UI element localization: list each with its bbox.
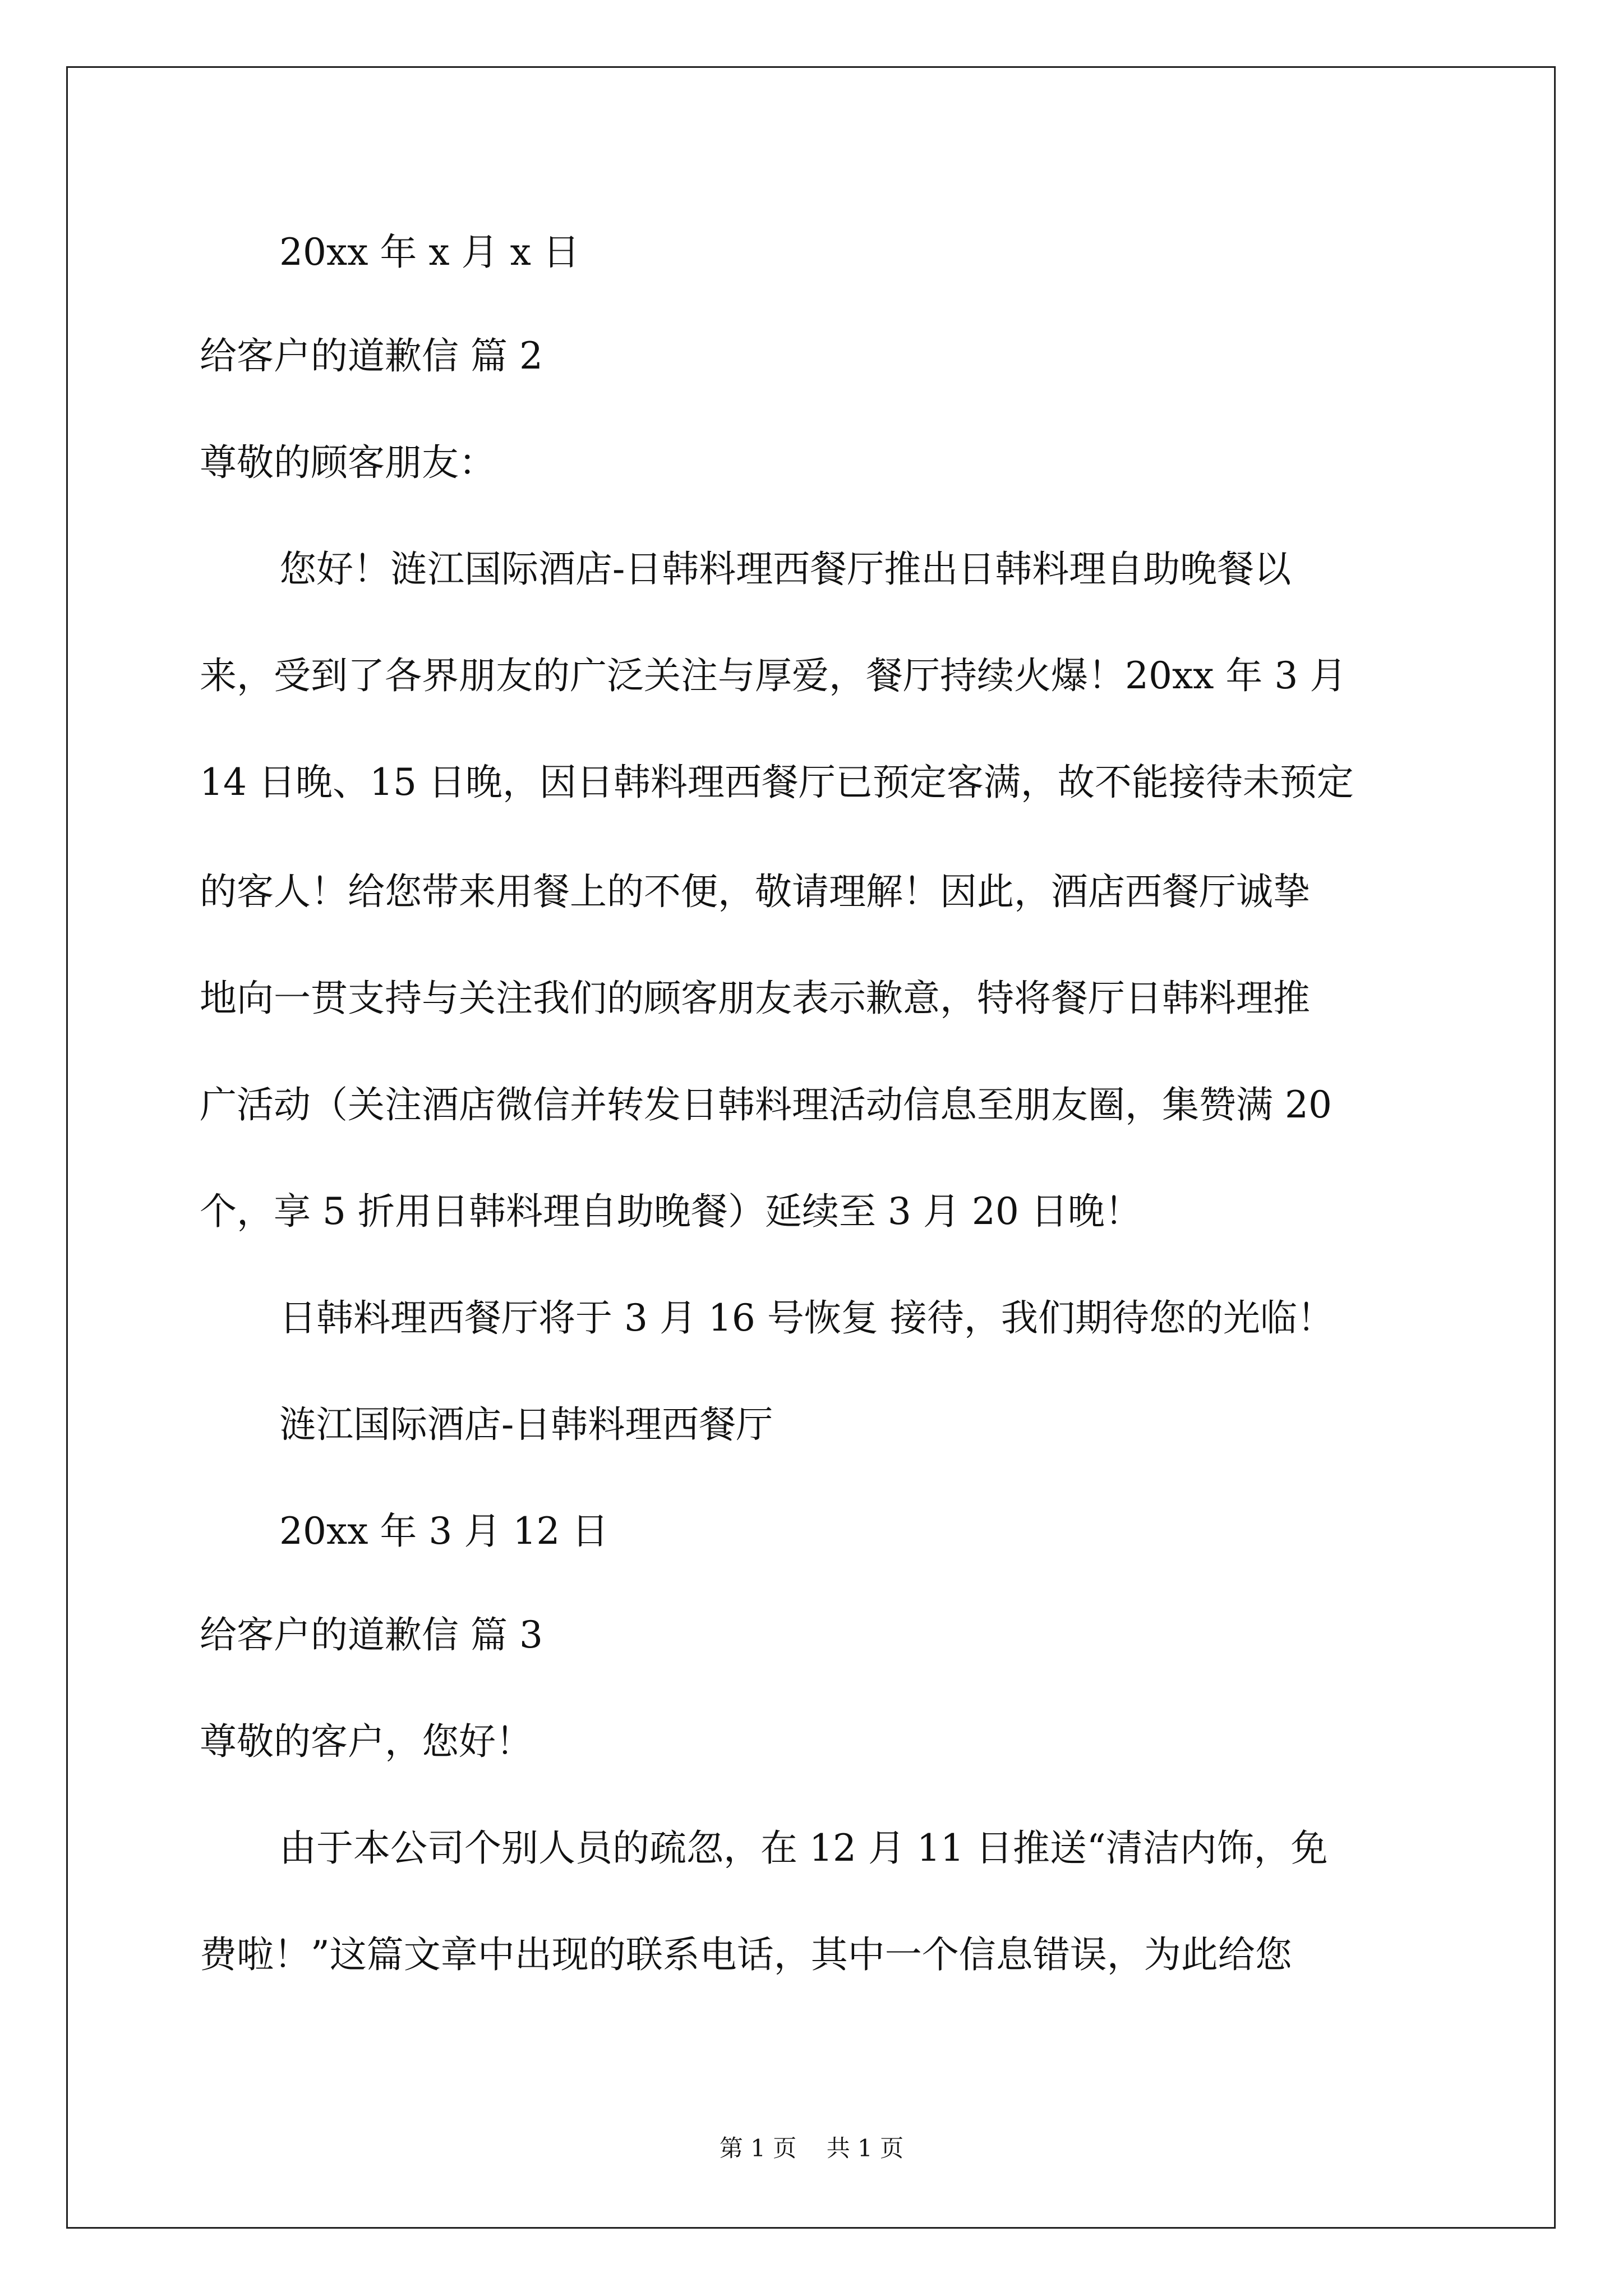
text-line: 20xx 年 x 月 x 日	[279, 231, 580, 274]
text-line: 20xx 年 3 月 12 日	[279, 1510, 609, 1553]
text-line: 广活动（关注酒店微信并转发日韩料理活动信息至朋友圈，集赞满 20	[200, 1083, 1332, 1126]
page-footer	[0, 2132, 1623, 2165]
text-line: 给客户的道歉信 篇 2	[200, 334, 543, 378]
text-line: 日韩料理西餐厅将于 3 月 16 号恢复 接待，我们期待您的光临！	[279, 1296, 1334, 1340]
text-line: 的客人！给您带来用餐上的不便，敬请理解！因此，酒店西餐厅诚挚	[200, 870, 1310, 913]
text-line: 由于本公司个别人员的疏忽，在 12 月 11 日推送“清洁内饰，免	[279, 1826, 1328, 1870]
text-line: 给客户的道歉信 篇 3	[200, 1613, 543, 1657]
text-line: 涟江国际酒店-日韩料理西餐厅	[279, 1403, 773, 1446]
text-line: 尊敬的客户，您好！	[200, 1720, 533, 1763]
footer-spacer	[796, 2134, 826, 2162]
text-line: 14 日晚、15 日晚，因日韩料理西餐厅已预定客满，故不能接待未预定	[200, 761, 1354, 804]
text-line: 来，受到了各界朋友的广泛关注与厚爱，餐厅持续火爆！20xx 年 3 月	[200, 654, 1347, 697]
text-line: 尊敬的顾客朋友：	[200, 441, 496, 484]
text-line: 您好！涟江国际酒店-日韩料理西餐厅推出日韩料理自助晚餐以	[279, 547, 1292, 591]
page-border	[66, 66, 1556, 2229]
text-line: 地向一贯支持与关注我们的顾客朋友表示歉意，特将餐厅日韩料理推	[200, 977, 1310, 1020]
text-line: 个，享 5 折用日韩料理自助晚餐）延续至 3 月 20 日晚！	[200, 1190, 1142, 1233]
text-line: 费啦！”这篇文章中出现的联系电话，其中一个信息错误，为此给您	[200, 1933, 1292, 1976]
page-total: 共 1 页	[826, 2134, 904, 2162]
page-number: 第 1 页	[719, 2134, 797, 2162]
